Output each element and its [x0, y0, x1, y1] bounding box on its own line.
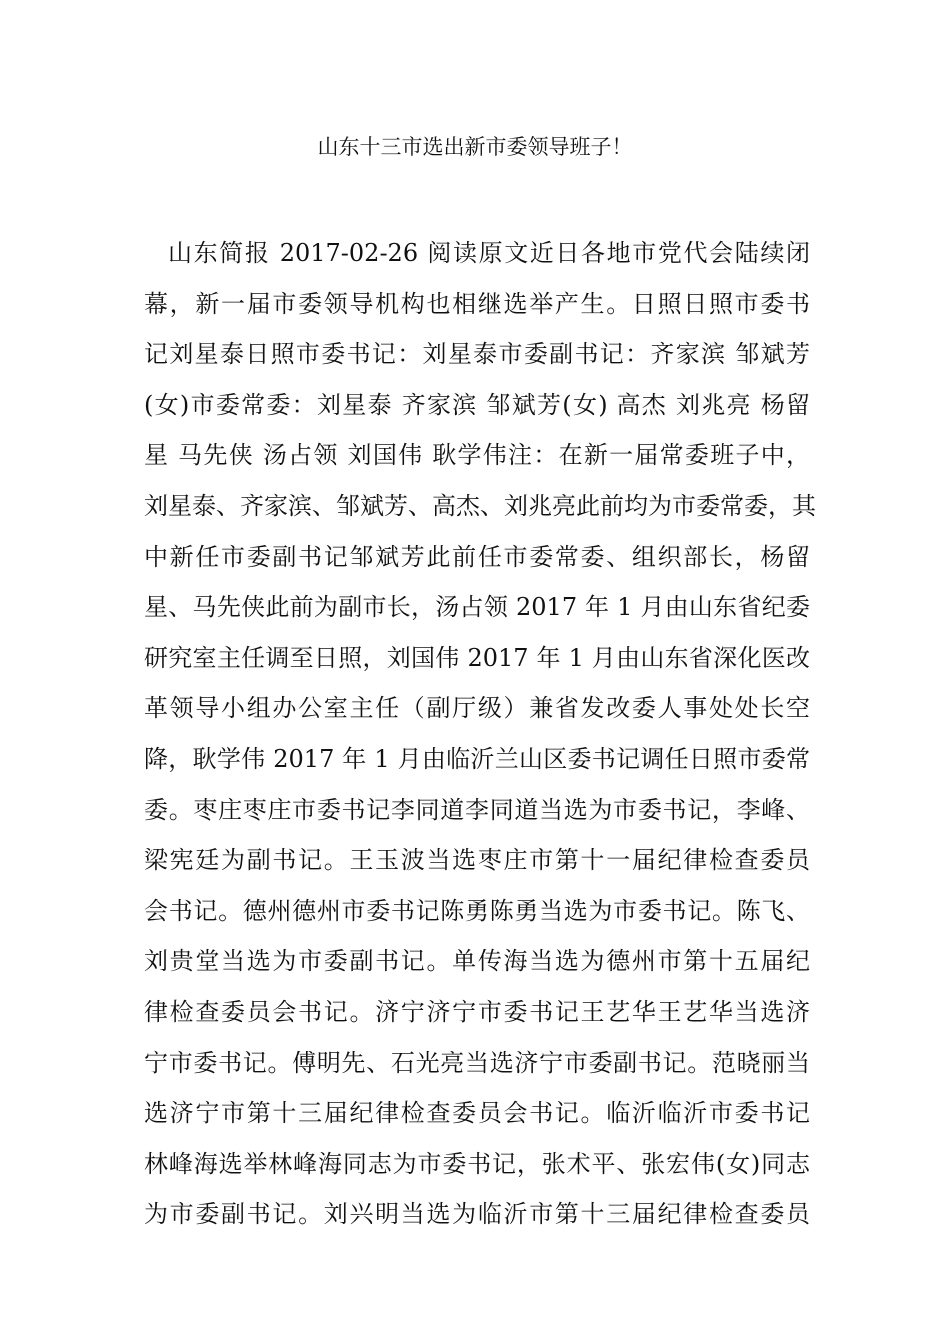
body-line: 山东简报 2017-02-26 阅读原文近日各地市党代会陆续闭	[168, 239, 810, 267]
body-line: 幕，新一届市委领导机构也相继选举产生。日照日照市委书	[144, 289, 810, 318]
body-line: 研究室主任调至日照，刘国伟 2017 年 1 月由山东省深化医改	[144, 643, 810, 672]
body-line: 会书记。德州德州市委书记陈勇陈勇当选为市委书记。陈飞、	[144, 896, 810, 925]
body-line: (女)市委常委：刘星泰 齐家滨 邹斌芳(女) 高杰 刘兆亮 杨留	[144, 390, 810, 419]
body-line: 刘贵堂当选为市委副书记。单传海当选为德州市第十五届纪	[144, 947, 810, 976]
body-line: 林峰海选举林峰海同志为市委书记，张术平、张宏伟(女)同志	[144, 1149, 810, 1178]
article-body	[144, 228, 816, 1240]
body-line: 为市委副书记。刘兴明当选为临沂市第十三届纪律检查委员	[144, 1200, 810, 1229]
body-line: 中新任市委副书记邹斌芳此前任市委常委、组织部长，杨留	[144, 542, 810, 571]
body-line: 刘星泰、齐家滨、邹斌芳、高杰、刘兆亮此前均为市委常委，其	[144, 491, 816, 520]
body-line: 革领导小组办公室主任（副厅级）兼省发改委人事处处长空	[144, 694, 810, 723]
body-line: 律检查委员会书记。济宁济宁市委书记王艺华王艺华当选济	[144, 997, 810, 1026]
body-line: 选济宁市第十三届纪律检查委员会书记。临沂临沂市委书记	[144, 1099, 810, 1128]
body-line: 委。枣庄枣庄市委书记李同道李同道当选为市委书记，李峰、	[144, 795, 810, 824]
page-title: 山东十三市选出新市委领导班子！	[317, 135, 633, 159]
body-line: 降，耿学伟 2017 年 1 月由临沂兰山区委书记调任日照市委常	[144, 744, 810, 773]
body-line: 星 马先侠 汤占领 刘国伟 耿学伟注：在新一届常委班子中，	[144, 441, 810, 470]
body-line: 记刘星泰日照市委书记：刘星泰市委副书记：齐家滨 邹斌芳	[144, 340, 810, 369]
body-line: 梁宪廷为副书记。王玉波当选枣庄市第十一届纪律检查委员	[144, 846, 810, 875]
body-line: 星、马先侠此前为副市长，汤占领 2017 年 1 月由山东省纪委	[144, 593, 810, 622]
body-line: 宁市委书记。傅明先、石光亮当选济宁市委副书记。范晓丽当	[144, 1048, 810, 1077]
